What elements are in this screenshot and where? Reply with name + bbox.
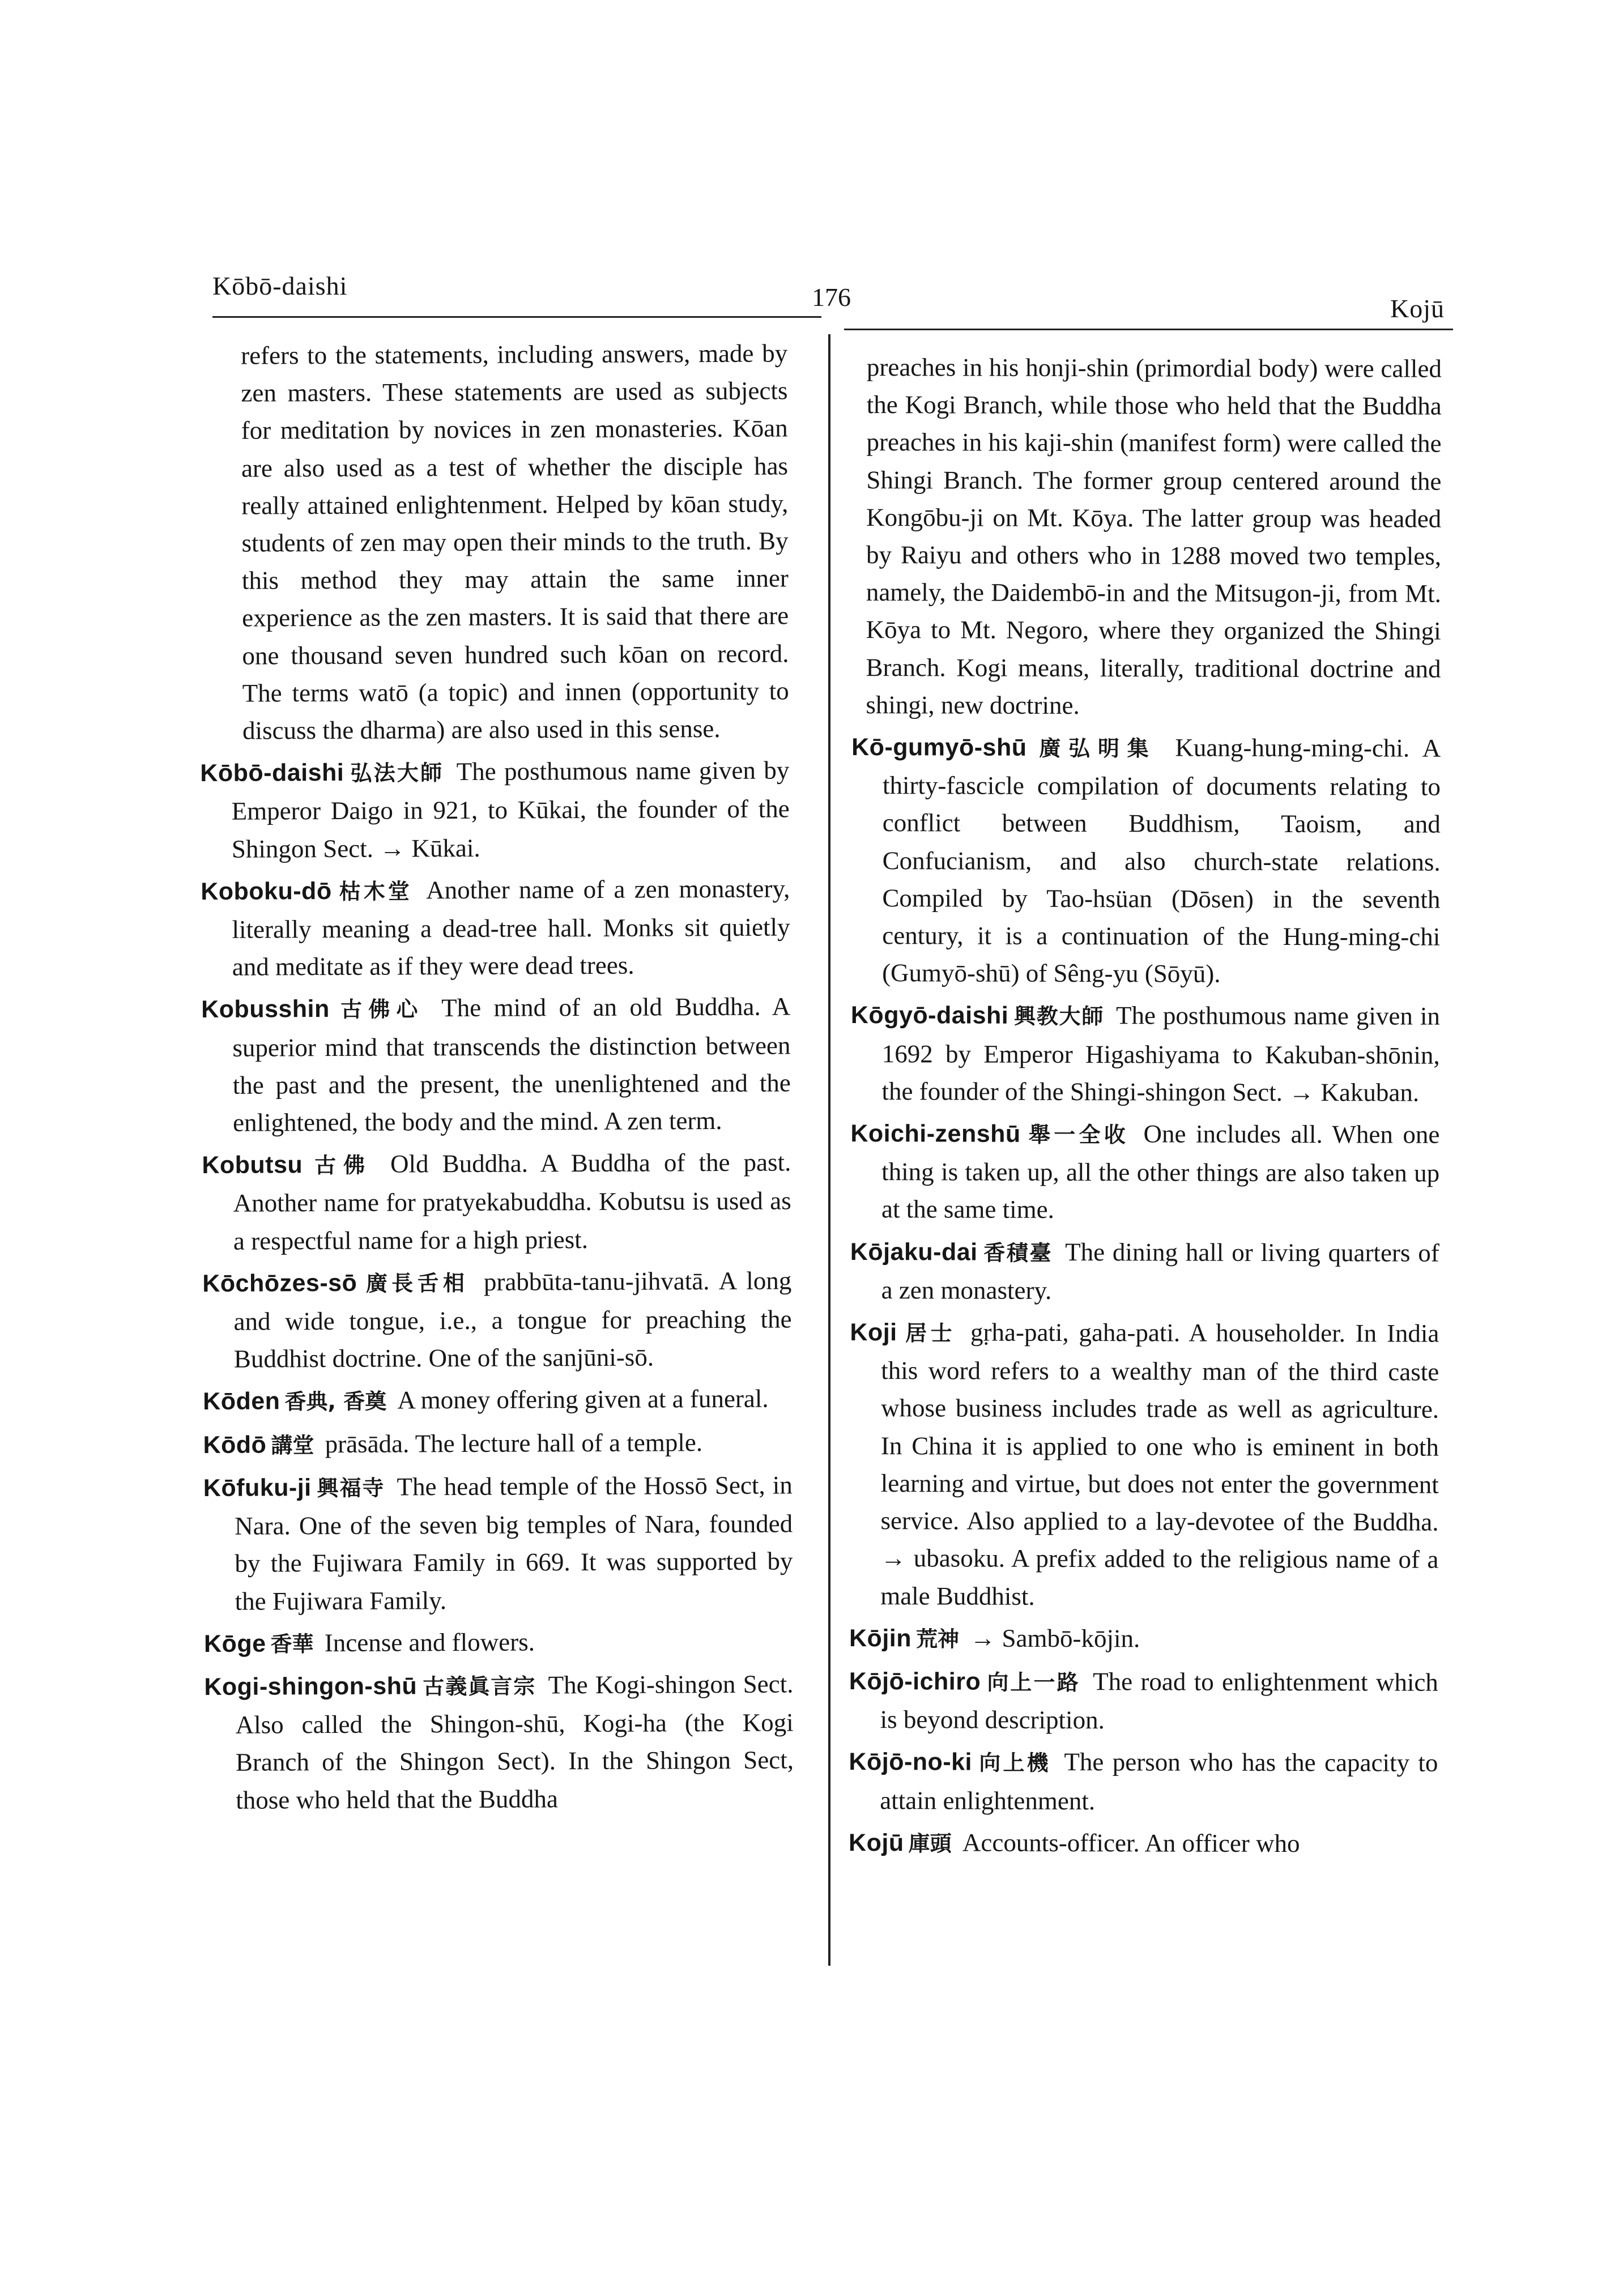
entry-ko-gumyo-shu bbox=[851, 728, 1441, 993]
entry-kojin bbox=[849, 1619, 1438, 1659]
page-number: 176 bbox=[812, 283, 851, 312]
entry-kobusshin bbox=[201, 988, 791, 1141]
entry-koden bbox=[203, 1380, 792, 1421]
definition: Another name of a zen monastery, literally meaning a dead-tree hall. Monks sit quietly and meditate as if they were dead trees. bbox=[232, 874, 790, 981]
continuation-text: refers to the statements, including answers, made by zen masters. These statements are used as subjects for meditation by novices in zen monasteries. Kōan are also used as a test of whether the disciple has really attained enlightenment. Helped by kōan study, students of zen may open their minds to the truth. By this method they may attain the same inner experience as the zen masters. It is said that there are one thousand seven hundred such kōan on record. The terms watō (a topic) and innen (opportunity to discuss the dharma) are also used in this sense. bbox=[241, 339, 789, 745]
cjk-characters: 廣弘明集 bbox=[1031, 735, 1157, 761]
right-column bbox=[849, 348, 1442, 1868]
entry-kochozes-so bbox=[202, 1262, 792, 1378]
entry-kogyo-daishi bbox=[850, 996, 1440, 1111]
cjk-characters: 香典, 香奠 bbox=[284, 1389, 387, 1415]
definition: prabbūta-tanu-jihvatā. A long and wide tongue, i.e., a tongue for preaching the Buddhist doctrine. One of the sanjūni-sō. bbox=[233, 1266, 792, 1374]
entry-kofuku-ji bbox=[203, 1466, 793, 1620]
headword: Kōden bbox=[203, 1387, 280, 1416]
left-column bbox=[198, 334, 794, 1823]
column-divider bbox=[828, 334, 830, 1966]
headword: Kojū bbox=[849, 1829, 904, 1856]
entry-koju bbox=[849, 1824, 1438, 1864]
entry-koboku-do bbox=[201, 870, 790, 986]
definition: The road to enlightenment which is beyond description. bbox=[880, 1667, 1438, 1735]
headword: Kobutsu bbox=[202, 1151, 303, 1179]
entry-kojo-ichiro bbox=[849, 1662, 1438, 1740]
running-head-right: Kojū bbox=[1390, 294, 1445, 323]
definition: The dining hall or living quarters of a zen monastery. bbox=[881, 1237, 1439, 1305]
headword: Kōgyō-daishi bbox=[850, 1002, 1009, 1030]
cjk-characters: 荒神 bbox=[915, 1626, 960, 1652]
definition: The person who has the capacity to attain enlightenment. bbox=[880, 1748, 1438, 1815]
page-header bbox=[212, 271, 1445, 322]
entry-koge bbox=[204, 1622, 793, 1663]
definition: The Kogi-shingon Sect. Also called the Shingon-shū, Kogi-ha (the Kogi Branch of the Shingon Sect). In the Shingon Sect, those who held that the Buddha bbox=[235, 1669, 794, 1814]
cjk-characters: 廣長舌相 bbox=[361, 1270, 469, 1296]
header-rule-right bbox=[844, 329, 1453, 330]
headword: Koji bbox=[850, 1319, 897, 1347]
definition: The head temple of the Hossō Sect, in Nara. One of the seven big temples of Nara, founded by the Fujiwara Family in 669. It was supported by the Fujiwara Family. bbox=[235, 1471, 793, 1616]
definition: The mind of an old Buddha. A superior mind that transcends the distinction between the past and the present, the unenlightened and the enlightened, the body and the mind. A zen term. bbox=[232, 992, 791, 1137]
definition: gṛha-pati, gaha-pati. A householder. In India this word refers to a wealthy man of the third caste whose business includes trade as well as agriculture. In China it is applied to one who is eminent in both learning and virtue, but does not enter the government service. Also applied to a lay-devotee of the Buddha. → ubasoku. A prefix added to the religious name of a male Buddhist. bbox=[880, 1318, 1439, 1611]
cjk-characters: 古佛心 bbox=[334, 996, 424, 1023]
cjk-characters: 向上一路 bbox=[985, 1669, 1080, 1695]
headword: Koichi-zenshū bbox=[850, 1120, 1021, 1148]
continuation-text: preaches in his honji-shin (primordial body) were called the Kogi Branch, while those who held that the Buddha preaches in his kaji-shin (manifest form) were called the Shingi Branch. The former group centered around the Kongōbu-ji on Mt. Kōya. The latter group was headed by Raiyu and others who in 1288 moved two temples, namely, the Daidembō-in and the Mitsugon-ji, from Mt. Kōya to Mt. Negoro, where they organized the Shingi Branch. Kogi means, literally, traditional doctrine and shingi, new doctrine. bbox=[866, 353, 1442, 719]
entry-kobo-daishi bbox=[200, 752, 790, 868]
running-head-left: Kōbō-daishi bbox=[212, 271, 348, 300]
headword: Kō-gumyō-shū bbox=[851, 734, 1027, 761]
definition: The posthumous name given in 1692 by Emperor Higashiyama to Kakuban-shōnin, the founder of the Shingi-shingon Sect. → Kakuban. bbox=[881, 1001, 1440, 1107]
headword: Kobusshin bbox=[201, 995, 330, 1024]
entry-kogi-shingon-shu bbox=[204, 1665, 794, 1818]
definition: Old Buddha. A Buddha of the past. Another name for pratyekabuddha. Kobutsu is used as a respectful name for a high priest. bbox=[233, 1148, 791, 1255]
cjk-characters: 香華 bbox=[270, 1631, 314, 1657]
entry-kodo bbox=[203, 1423, 792, 1464]
headword: Kōjaku-dai bbox=[850, 1238, 978, 1266]
definition: One includes all. When one thing is taken up, all the other things are also taken up at the same time. bbox=[881, 1119, 1440, 1224]
entry-koichi-zenshu bbox=[850, 1114, 1440, 1229]
definition: The posthumous name given by Emperor Daigo in 921, to Kūkai, the founder of the Shingon Sect. → Kūkai. bbox=[231, 756, 790, 863]
cjk-characters: 古佛 bbox=[307, 1152, 373, 1178]
headword: Kōdō bbox=[203, 1431, 267, 1459]
cjk-characters: 香積臺 bbox=[982, 1240, 1053, 1266]
cjk-characters: 庫頭 bbox=[908, 1830, 952, 1856]
header-rule-left bbox=[212, 316, 821, 318]
definition: Incense and flowers. bbox=[324, 1628, 535, 1657]
headword: Kōjin bbox=[849, 1624, 912, 1652]
entry-kojo-no-ki bbox=[849, 1743, 1438, 1820]
headword: Kōfuku-ji bbox=[203, 1474, 312, 1502]
cjk-characters: 舉一全收 bbox=[1025, 1122, 1130, 1148]
definition: → Sambō-kōjin. bbox=[970, 1624, 1140, 1653]
headword: Kōbō-daishi bbox=[200, 759, 344, 787]
headword: Kōge bbox=[203, 1630, 266, 1658]
headword: Koboku-dō bbox=[201, 877, 332, 905]
definition: Kuang-hung-ming-chi. A thirty-fascicle compilation of documents relating to conflict between Buddhism, Taoism, and Confucianism, and also church-state relations. Compiled by Tao-hsüan (Dōsen) in the seventh century, it is a continuation of the Hung-ming-chi (Gumyō-shū) of Sêng-yu (Sōyū). bbox=[882, 733, 1441, 988]
headword: Kōchōzes-sō bbox=[202, 1269, 357, 1297]
definition: A money offering given at a funeral. bbox=[397, 1385, 769, 1415]
cjk-characters: 向上機 bbox=[976, 1750, 1051, 1776]
headword: Kōjō-ichiro bbox=[849, 1667, 981, 1696]
entry-kojaku-dai bbox=[850, 1233, 1439, 1310]
cjk-characters: 興福寺 bbox=[316, 1475, 385, 1501]
cjk-characters: 古義眞言宗 bbox=[421, 1673, 536, 1699]
headword: Kogi-shingon-shū bbox=[204, 1672, 418, 1701]
cjk-characters: 弘法大師 bbox=[348, 760, 444, 786]
entry-koji bbox=[849, 1313, 1439, 1616]
cjk-characters: 講堂 bbox=[271, 1432, 314, 1458]
cjk-characters: 興教大師 bbox=[1013, 1004, 1105, 1029]
entry-kobutsu bbox=[202, 1144, 791, 1260]
definition: prāsāda. The lecture hall of a temple. bbox=[325, 1428, 703, 1458]
definition: Accounts-officer. An officer who bbox=[962, 1828, 1300, 1858]
headword: Kōjō-no-ki bbox=[849, 1748, 973, 1776]
cjk-characters: 枯木堂 bbox=[336, 879, 412, 904]
cjk-characters: 居士 bbox=[901, 1320, 956, 1346]
